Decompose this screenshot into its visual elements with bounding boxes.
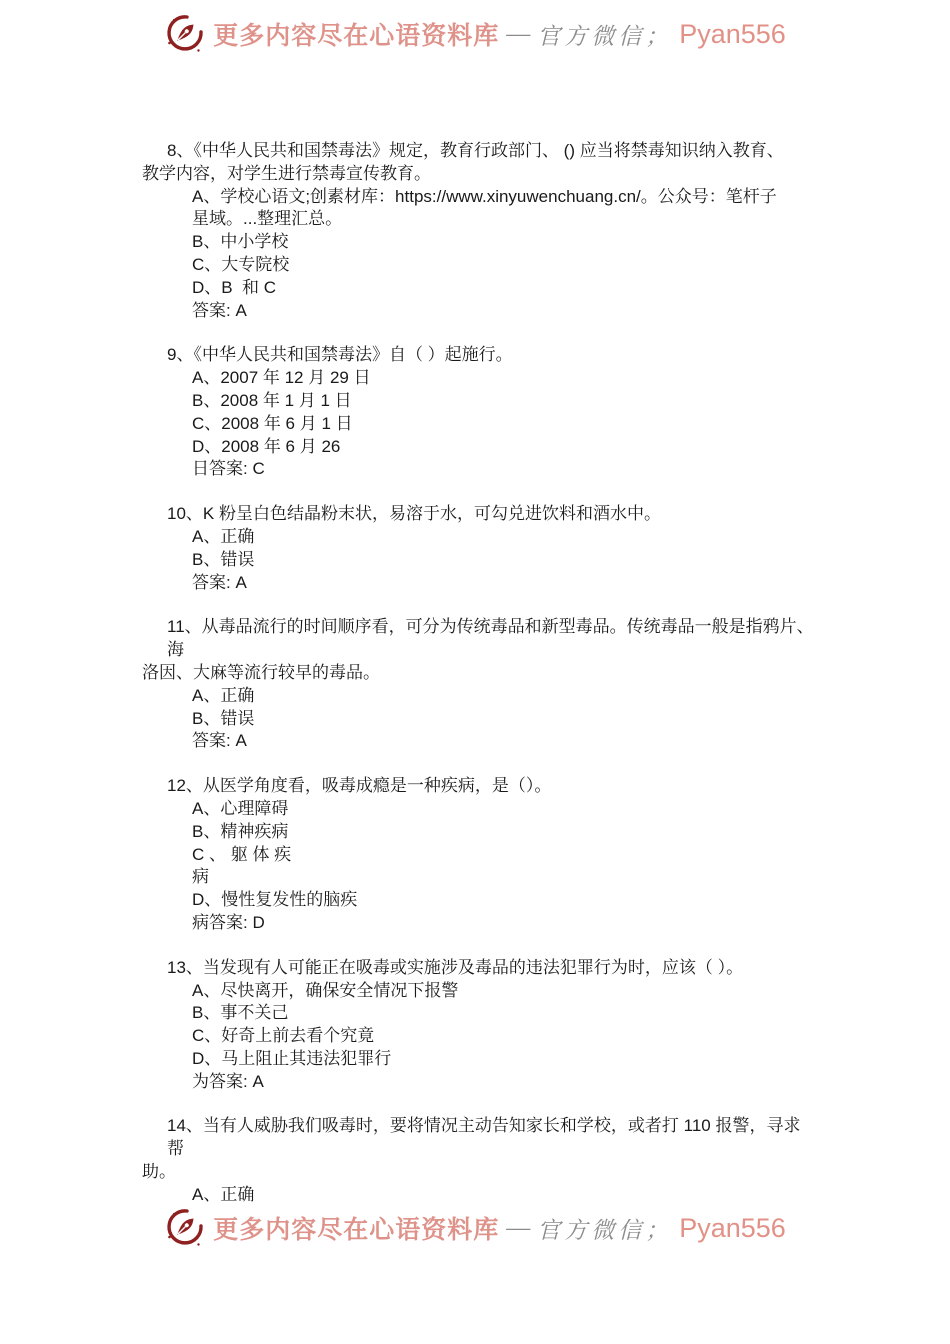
question-block-14	[142, 1115, 814, 1206]
question-block-13	[142, 957, 814, 1094]
question-line: 病答案: D	[192, 912, 265, 932]
question-line: 9、《中华人民共和国禁毒法》自（ ）起施行。	[167, 345, 513, 365]
question-line: C、大专院校	[192, 254, 290, 274]
question-line: 11、从毒品流行的时间顺序看，可分为传统毒品和新型毒品。传统毒品一般是指鸦片、海	[167, 617, 814, 660]
watermark-wechat-id: Pyan556	[679, 1212, 786, 1243]
question-block-12	[142, 775, 814, 935]
question-line: 答案: A	[192, 572, 247, 592]
question-line: A、2007 年 12 月 29 日	[192, 368, 371, 388]
question-line: A、心理障碍	[192, 798, 289, 818]
header-watermark	[0, 0, 950, 62]
pen-nib-icon	[164, 12, 206, 56]
question-line: D、B 和 C	[192, 277, 277, 297]
question-block-9	[142, 344, 814, 481]
watermark-wechat-label: 官方微信；	[537, 1217, 673, 1243]
question-block-10	[142, 503, 814, 594]
question-line: 星域。...整理汇总。	[192, 209, 343, 229]
question-line: 病	[192, 867, 209, 887]
question-line: B、事不关己	[192, 1003, 289, 1023]
watermark-brand-text: 更多内容尽在心语资料库	[213, 1217, 500, 1244]
question-line: 14、当有人威胁我们吸毒时，要将情况主动告知家长和学校，或者打 110 报警，寻求帮	[167, 1116, 801, 1159]
watermark-separator: —	[506, 1214, 531, 1241]
question-line: C、2008 年 6 月 1 日	[192, 413, 353, 433]
footer-watermark	[0, 1200, 950, 1256]
pen-nib-icon	[164, 1206, 206, 1250]
watermark-wechat-label: 官方微信；	[537, 23, 673, 49]
question-line: B、2008 年 1 月 1 日	[192, 390, 352, 410]
question-line: 洛因、大麻等流行较早的毒品。	[142, 662, 380, 682]
watermark-brand-text: 更多内容尽在心语资料库	[213, 23, 500, 50]
question-block-11	[142, 616, 814, 753]
question-line: 教学内容，对学生进行禁毒宣传教育。	[142, 163, 431, 183]
question-line: B、错误	[192, 549, 255, 569]
question-line: 日答案: C	[192, 459, 265, 479]
watermark-separator: —	[506, 20, 531, 47]
question-line: 12、从医学角度看，吸毒成瘾是一种疾病，是（）。	[167, 776, 552, 796]
question-line: 助。	[142, 1162, 176, 1182]
question-line: B、中小学校	[192, 232, 289, 252]
question-line: 答案: A	[192, 300, 247, 320]
question-line: A、正确	[192, 685, 255, 705]
question-line: B、精神疾病	[192, 821, 289, 841]
question-line: B、错误	[192, 708, 255, 728]
question-line: A、正确	[192, 1184, 255, 1204]
question-line: D、马上阻止其违法犯罪行	[192, 1048, 392, 1068]
question-line: 13、当发现有人可能正在吸毒或实施涉及毒品的违法犯罪行为时，应该（ ）。	[167, 957, 744, 977]
question-line: C 、 躯 体 疾	[192, 844, 292, 864]
question-line: 8、《中华人民共和国禁毒法》规定，教育行政部门、 () 应当将禁毒知识纳入教育、	[167, 141, 784, 160]
question-line: A、正确	[192, 526, 255, 546]
question-block-8	[142, 140, 814, 322]
question-line: A、尽快离开，确保安全情况下报警	[192, 980, 459, 1000]
question-line: 为答案: A	[192, 1071, 264, 1091]
watermark-wechat-id: Pyan556	[679, 18, 786, 49]
question-line: 10、K 粉呈白色结晶粉末状，易溶于水，可勾兑进饮料和酒水中。	[167, 504, 661, 524]
question-line: C、好奇上前去看个究竟	[192, 1026, 375, 1046]
question-line: 答案: A	[192, 731, 247, 751]
question-list	[0, 62, 950, 1207]
question-line: A、学校心语文;创素材库：https://www.xinyuwenchuang.cn/。公众号：笔杆子	[192, 186, 777, 206]
question-line: D、2008 年 6 月 26	[192, 436, 341, 456]
question-line: D、慢性复发性的脑疾	[192, 890, 358, 910]
